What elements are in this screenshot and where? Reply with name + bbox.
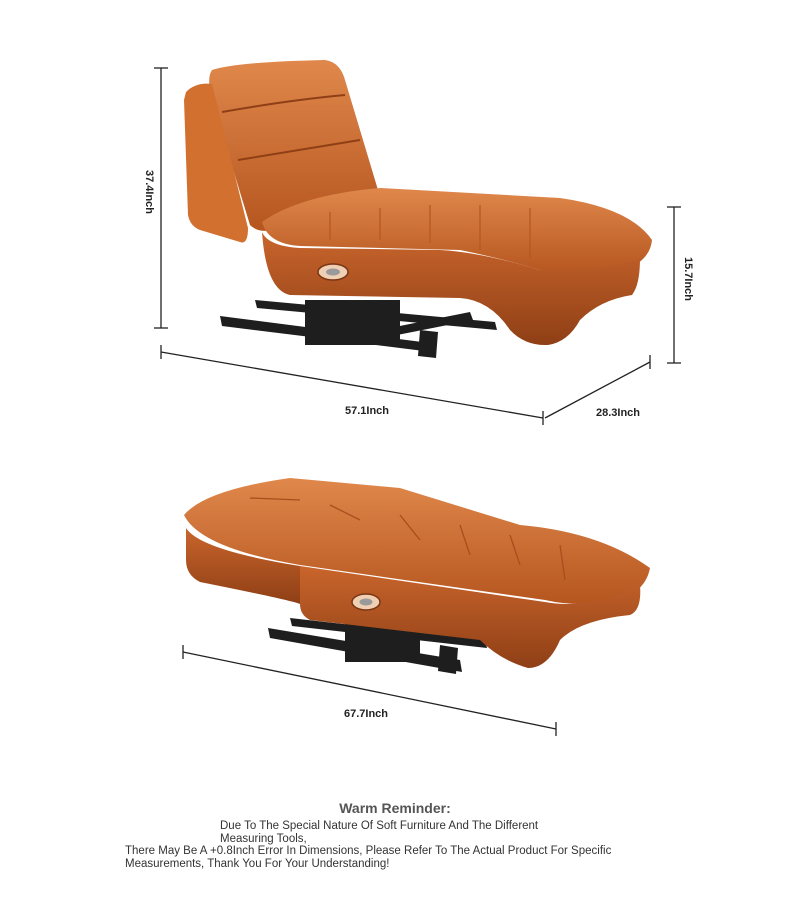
- upright-chair: [184, 60, 652, 358]
- reminder-line-4: Measurements, Thank You For Your Understanding!: [125, 858, 390, 870]
- reminder-line-2: Measuring Tools,: [220, 833, 307, 845]
- reminder-line-1: Due To The Special Nature Of Soft Furniture And The Different: [220, 820, 539, 832]
- dim-seat-height: 15.7Inch: [682, 256, 695, 302]
- reminder-line-3: There May Be A +0.8Inch Error In Dimensions, Please Refer To The Actual Product For Specific: [125, 845, 612, 857]
- upright-frame: [220, 300, 497, 358]
- dim-height-back: 37.4Inch: [143, 169, 156, 215]
- dim-length-upright: 57.1Inch: [345, 405, 390, 417]
- dim-length-flat: 67.7Inch: [344, 708, 389, 720]
- reminder-title: Warm Reminder:: [339, 800, 451, 816]
- dim-width: 28.3Inch: [596, 407, 641, 419]
- flat-chair: [184, 478, 650, 674]
